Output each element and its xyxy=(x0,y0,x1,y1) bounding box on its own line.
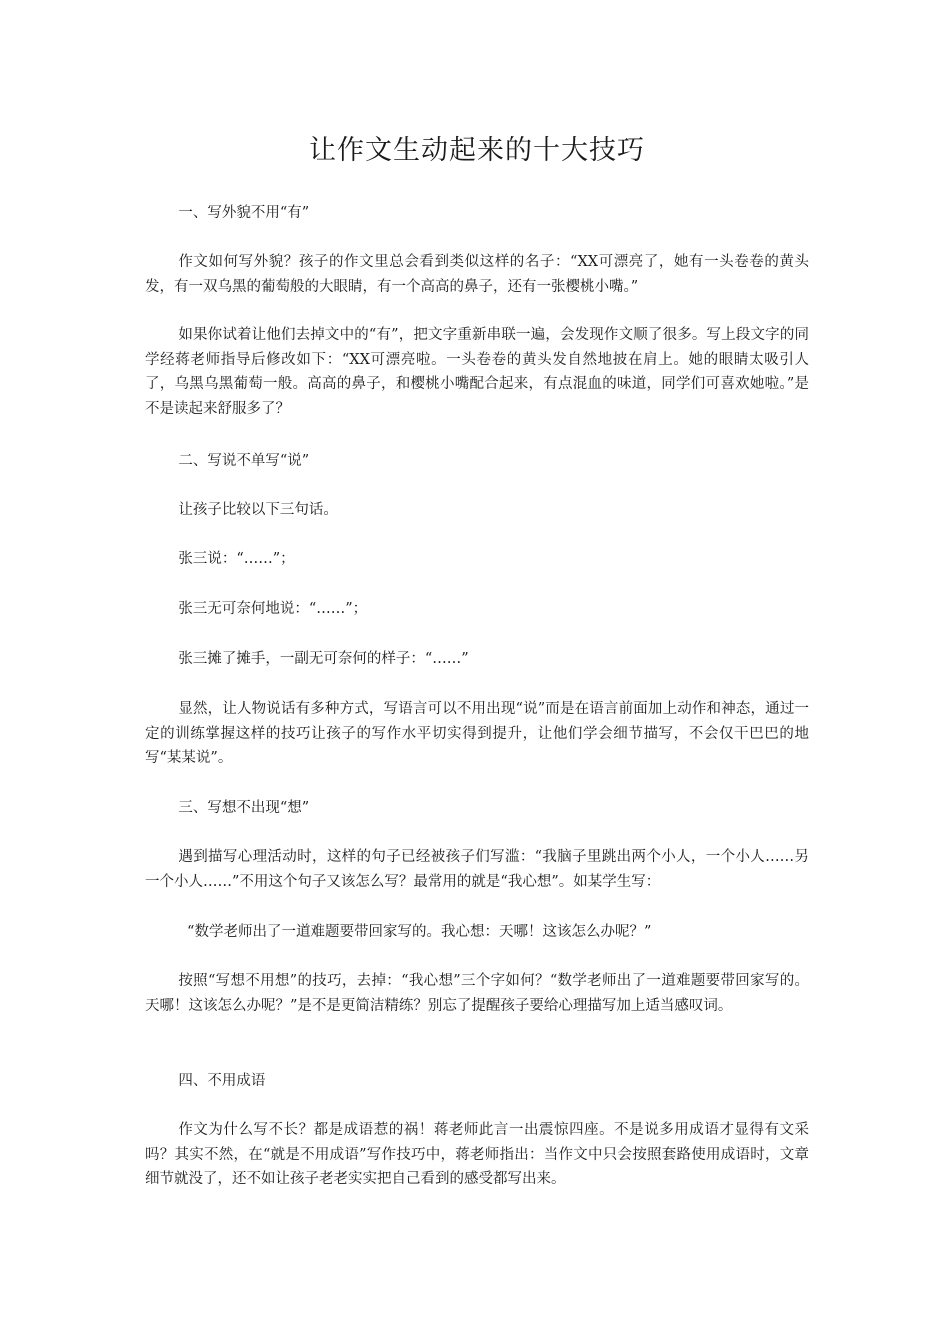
paragraph: 让孩子比较以下三句话。 xyxy=(178,502,338,518)
section-heading-4: 四、不用成语 xyxy=(178,1073,266,1089)
section-heading-1: 一、写外貌不用“有” xyxy=(178,205,310,221)
page-title: 让作文生动起来的十大技巧 xyxy=(309,135,645,166)
paragraph: 按照“写想不用想”的技巧，去掉：“我心想”三个字如何？“数学老师出了一道难题要带回家写的。天哪！这该怎么办呢？”是不是更简洁精练？别忘了提醒孩子要给心理描写加上适当感叹词。 xyxy=(145,973,809,1014)
section-heading-2: 二、写说不单写“说” xyxy=(178,453,310,469)
paragraph: 如果你试着让他们去掉文中的“有”，把文字重新串联一遍，会发现作文顺了很多。写上段文字的同学经蒋老师指导后修改如下：“XX可漂亮啦。一头卷卷的黄头发自然地披在肩上。她的眼睛太吸引人了，乌黑乌黑葡萄一般。高高的鼻子，和樱桃小嘴配合起来，有点混血的味道，同学们可喜欢她啦。”是不是读起来舒服多了？ xyxy=(145,327,809,417)
paragraph: 遇到描写心理活动时，这样的句子已经被孩子们写滥：“我脑子里跳出两个小人，一个小人……另一个小人……”不用这个句子又该怎么写？最常用的就是“我心想”。如某学生写： xyxy=(145,849,809,890)
paragraph: 张三摊了摊手，一副无可奈何的样子：“……” xyxy=(178,651,469,667)
paragraph: 作文为什么写不长？都是成语惹的祸！蒋老师此言一出震惊四座。不是说多用成语才显得有文采吗？其实不然，在“就是不用成语”写作技巧中，蒋老师指出：当作文中只会按照套路使用成语时，文章细节就没了，还不如让孩子老老实实把自己看到的感受都写出来。 xyxy=(145,1122,809,1187)
paragraph: 张三说：“……”； xyxy=(178,551,295,567)
paragraph: 作文如何写外貌？孩子的作文里总会看到类似这样的名子：“XX可漂亮了，她有一头卷卷的黄头发，有一双乌黑的葡萄般的大眼睛，有一个高高的鼻子，还有一张樱桃小嘴。” xyxy=(145,254,809,295)
section-heading-3: 三、写想不出现“想” xyxy=(178,800,310,816)
paragraph: 张三无可奈何地说：“……”； xyxy=(178,601,368,617)
paragraph: 显然，让人物说话有多种方式，写语言可以不用出现“说”而是在语言前面加上动作和神态，通过一定的训练掌握这样的技巧让孩子的写作水平切实得到提升，让他们学会细节描写，不会仅干巴巴的地写“某某说”。 xyxy=(145,701,809,766)
quote-paragraph: “数学老师出了一道难题要带回家写的。我心想：天哪！这该怎么办呢？” xyxy=(187,924,652,940)
